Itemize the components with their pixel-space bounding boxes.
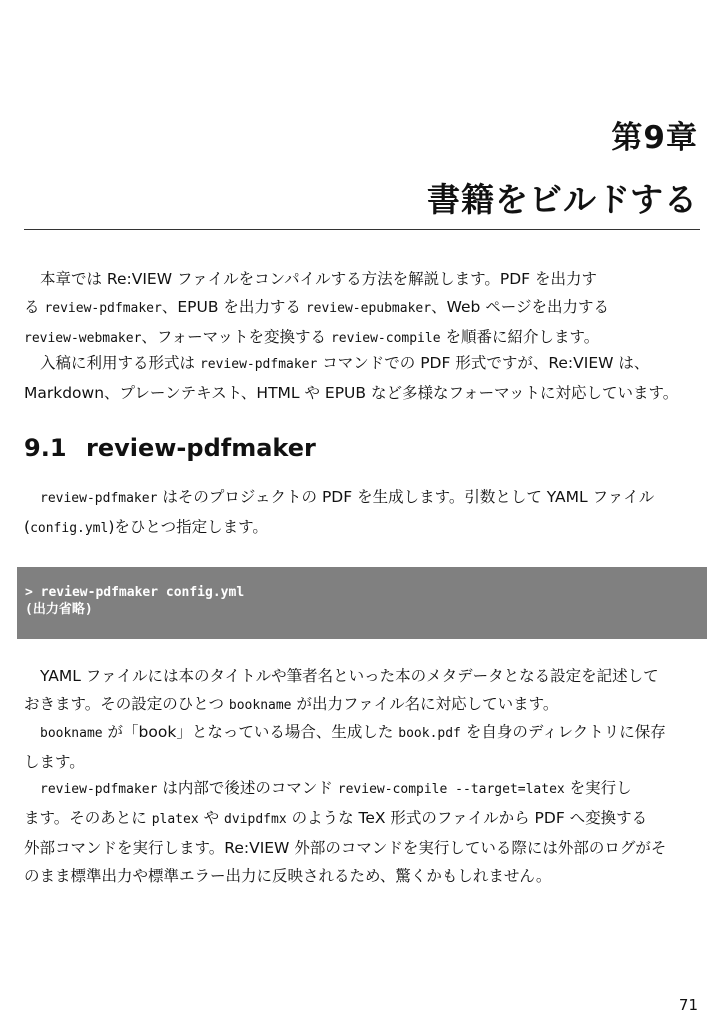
inline-code: review-compile bbox=[330, 331, 441, 346]
section-heading bbox=[24, 434, 316, 462]
body-p3-text: のような TeX 形式のファイルから PDF へ変換する bbox=[286, 809, 648, 827]
inline-code: bookname bbox=[40, 726, 103, 741]
section-p1-text: ( bbox=[24, 518, 31, 536]
code-line: (出力省略) bbox=[25, 602, 93, 617]
section-paragraph bbox=[24, 483, 700, 543]
body-p1-text: YAML ファイルには本のタイトルや筆者名といった本のメタデータとなる設定を記述して bbox=[40, 667, 659, 685]
intro-p2-text: コマンドでの PDF 形式ですが、Re:VIEW は、 bbox=[317, 354, 650, 372]
inline-code: review-epubmaker bbox=[305, 301, 432, 316]
body-p3-text: を実行し bbox=[564, 779, 632, 797]
body-paragraph-1 bbox=[24, 662, 700, 720]
intro-p1-text: る bbox=[24, 298, 45, 316]
intro-p1-text: を順番に紹介します。 bbox=[440, 328, 600, 346]
chapter-number: 第9章 bbox=[611, 120, 698, 156]
section-p1-text: はそのプロジェクトの PDF を生成します。引数として YAML ファイル bbox=[157, 488, 655, 506]
intro-p1-line-1: 本章では Re:VIEW ファイルをコンパイルする方法を解説します。PDF を出力す bbox=[40, 270, 597, 288]
body-p1-text: が出力ファイル名に対応しています。 bbox=[291, 695, 559, 713]
body-p2-text: します。 bbox=[24, 753, 85, 771]
inline-code: config.yml bbox=[30, 521, 109, 536]
inline-code: dvipdfmx bbox=[224, 812, 287, 827]
chapter-divider bbox=[24, 229, 700, 230]
body-p3-text: のまま標準出力や標準エラー出力に反映されるため、驚くかもしれません。 bbox=[24, 867, 552, 885]
body-p1-text: おきます。その設定のひとつ bbox=[24, 695, 229, 713]
intro-p1-text: 、Web ページを出力する bbox=[431, 298, 609, 316]
section-p1-text: )をひとつ指定します。 bbox=[108, 518, 268, 536]
code-block bbox=[17, 567, 707, 639]
intro-p2-text: 入稿に利用する形式は bbox=[40, 354, 200, 372]
intro-p2-text: Markdown、プレーンテキスト、HTML や EPUB など多様なフォーマットに対応しています。 bbox=[24, 384, 679, 402]
intro-paragraph-2 bbox=[24, 349, 700, 407]
body-p3-text: や bbox=[198, 809, 225, 827]
body-p3-text: ます。そのあとに bbox=[24, 809, 152, 827]
intro-p1-text: 、EPUB を出力する bbox=[161, 298, 306, 316]
body-p3-text: は内部で後述のコマンド bbox=[157, 779, 338, 797]
inline-code: review-pdfmaker bbox=[40, 782, 158, 797]
page-number: 71 bbox=[678, 996, 698, 1014]
section-title: review-pdfmaker bbox=[86, 434, 316, 462]
inline-code: bookname bbox=[228, 698, 292, 713]
intro-paragraph-1 bbox=[24, 265, 700, 353]
section-number: 9.1 bbox=[24, 434, 67, 462]
chapter-title: 書籍をビルドする bbox=[426, 180, 698, 219]
body-p2-text: を自身のディレクトリに保存 bbox=[460, 723, 666, 741]
body-p3-text: 外部コマンドを実行します。Re:VIEW 外部のコマンドを実行している際には外部のログがそ bbox=[24, 839, 667, 857]
inline-code: review-pdfmaker bbox=[44, 301, 162, 316]
body-paragraph-2 bbox=[24, 718, 700, 776]
inline-code: review-webmaker bbox=[24, 331, 142, 346]
intro-p1-text: 、フォーマットを変換する bbox=[141, 328, 331, 346]
inline-code: review-compile --target=latex bbox=[337, 782, 565, 797]
inline-code: review-pdfmaker bbox=[199, 357, 318, 372]
inline-code: book.pdf bbox=[398, 726, 461, 741]
body-p2-text: が「book」となっている場合、生成した bbox=[102, 723, 399, 741]
code-line: > review-pdfmaker config.yml bbox=[25, 585, 245, 600]
body-paragraph-3 bbox=[24, 774, 700, 890]
inline-code: platex bbox=[151, 812, 199, 827]
inline-code: review-pdfmaker bbox=[40, 491, 158, 506]
